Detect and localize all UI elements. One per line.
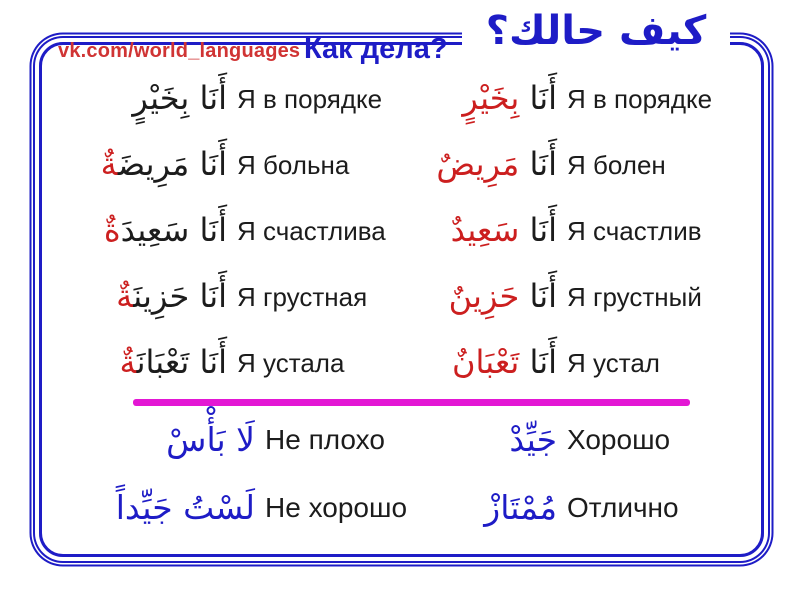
- russian-translation-masculine: Я грустный: [567, 281, 702, 312]
- arabic-phrase-masculine: [385, 74, 557, 124]
- arabic-phrase-feminine: [55, 272, 227, 322]
- arabic-red-part: حَزِينٌ: [448, 277, 520, 316]
- arabic-black-part: أَنَا: [529, 145, 557, 184]
- arabic-phrase-masculine: [385, 272, 557, 322]
- russian-translation-masculine: Я устал: [567, 347, 660, 378]
- arabic-black-part: أَنَا: [529, 277, 557, 316]
- arabic-black-part: أَنَا بِخَيْرٍ: [132, 79, 227, 118]
- arabic-red-part: سَعِيدٌ: [450, 211, 520, 250]
- watermark-url: vk.com/world_languages: [58, 40, 301, 62]
- russian-translation: Отлично: [567, 492, 679, 523]
- russian-translation-masculine: Я счастлив: [567, 215, 702, 246]
- arabic-black-part: أَنَا: [529, 79, 557, 118]
- russian-translation: Не плохо: [265, 424, 385, 455]
- arabic-phrase: جَيِّدْ: [509, 420, 557, 460]
- arabic-black-part: أَنَا سَعِيدَ: [120, 211, 227, 250]
- arabic-phrase: لَسْتُ جَيِّداً: [115, 488, 255, 528]
- arabic-phrase-feminine: [55, 338, 227, 388]
- russian-translation-feminine: Я в порядке: [237, 83, 383, 114]
- arabic-phrase: مُمْتَازْ: [484, 488, 557, 528]
- phrase-row: [55, 132, 765, 198]
- arabic-red-part: تَعْبَانٌ: [452, 343, 520, 382]
- russian-translation: Не хорошо: [265, 492, 408, 523]
- phrase-row: [55, 198, 765, 264]
- arabic-red-part: ةٌ: [119, 343, 137, 382]
- phrase-row: [55, 406, 765, 474]
- phrase-row: [55, 330, 765, 396]
- arabic-black-part: أَنَا: [529, 343, 557, 382]
- russian-translation-masculine: Я в порядке: [567, 83, 713, 114]
- phrase-row: [55, 474, 765, 542]
- arabic-phrase-masculine: [385, 140, 557, 190]
- section-divider: [133, 399, 690, 406]
- arabic-red-part: بِخَيْرٍ: [462, 79, 520, 118]
- arabic-black-part: أَنَا حَزِينَ: [133, 277, 227, 316]
- russian-translation-masculine: Я болен: [567, 149, 666, 180]
- phrase-row: [55, 66, 765, 132]
- title-arabic: كيف حالك؟: [462, 0, 730, 62]
- russian-translation: Хорошо: [567, 424, 671, 455]
- phrase-row: [55, 264, 765, 330]
- russian-translation-feminine: Я счастлива: [237, 215, 386, 246]
- extra-phrase-table: [55, 406, 765, 542]
- russian-translation-feminine: Я устала: [237, 347, 345, 378]
- arabic-phrase-feminine: [55, 74, 227, 124]
- russian-translation-feminine: Я грустная: [237, 281, 368, 312]
- arabic-red-part: ةٌ: [100, 145, 118, 184]
- arabic-black-part: أَنَا: [529, 211, 557, 250]
- arabic-phrase: لَا بَأْسْ: [166, 420, 255, 460]
- arabic-black-part: أَنَا مَرِيضَ: [117, 145, 227, 184]
- arabic-red-part: ةٌ: [103, 211, 121, 250]
- arabic-red-part: مَرِيضٌ: [436, 145, 520, 184]
- arabic-red-part: ةٌ: [116, 277, 134, 316]
- russian-translation-feminine: Я больна: [237, 149, 350, 180]
- title-russian: Как дела?: [304, 33, 448, 65]
- phrase-table: [55, 66, 765, 396]
- arabic-black-part: أَنَا تَعْبَانَ: [136, 343, 227, 382]
- arabic-phrase-masculine: [385, 338, 557, 388]
- arabic-phrase-feminine: [55, 206, 227, 256]
- arabic-phrase-feminine: [55, 140, 227, 190]
- arabic-phrase-masculine: [385, 206, 557, 256]
